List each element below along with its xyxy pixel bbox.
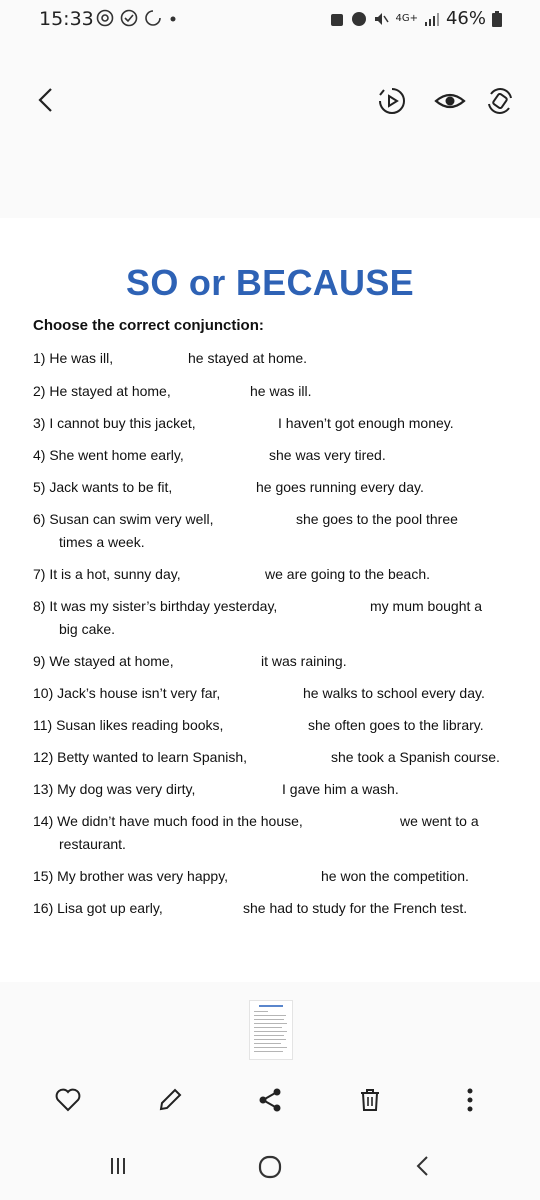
trash-icon[interactable] (354, 1084, 386, 1116)
status-notification-icons (96, 9, 178, 27)
sentence-3-first: 3) I cannot buy this jacket, (33, 415, 196, 431)
sentence-7-first: 7) It is a hot, sunny day, (33, 566, 181, 582)
viewer-toolbar (0, 40, 540, 218)
sentence-8-first: 8) It was my sister’s birthday yesterday, (33, 598, 278, 614)
check-circle-icon (120, 9, 138, 27)
sentence-1-second: he stayed at home. (188, 350, 308, 366)
document-title: SO or BECAUSE (126, 262, 414, 303)
eye-icon[interactable] (433, 85, 467, 117)
battery-level: 46% (445, 8, 486, 29)
status-right (329, 8, 502, 29)
at-sign-icon (96, 9, 114, 27)
sentence-16-second: she had to study for the French test. (243, 900, 468, 916)
alarm-icon (329, 11, 345, 27)
pencil-icon[interactable] (154, 1084, 186, 1116)
share-icon[interactable] (254, 1084, 286, 1116)
sentence-8-continuation: big cake. (59, 621, 116, 637)
sentence-5-second: he goes running every day. (256, 479, 424, 495)
sentence-12-first: 12) Betty wanted to learn Spanish, (33, 749, 248, 765)
sentence-11-second: she often goes to the library. (308, 717, 484, 733)
sentence-2-second: he was ill. (250, 383, 312, 399)
do-not-disturb-icon (351, 11, 367, 27)
sentence-1-first: 1) He was ill, (33, 350, 114, 366)
home-icon[interactable] (255, 1152, 285, 1182)
recent-apps-icon[interactable] (104, 1152, 132, 1180)
sentence-3-second: I haven’t got enough money. (278, 415, 454, 431)
sync-icon (144, 9, 162, 27)
sentence-14-continuation: restaurant. (59, 836, 126, 852)
sentence-16-first: 16) Lisa got up early, (33, 900, 163, 916)
sentence-8-second: my mum bought a (370, 598, 483, 614)
sentence-5-first: 5) Jack wants to be fit, (33, 479, 173, 495)
more-vertical-icon[interactable] (456, 1084, 484, 1116)
thumbnail-preview[interactable] (249, 1000, 293, 1060)
sentence-10-first: 10) Jack’s house isn’t very far, (33, 685, 221, 701)
sentence-14-second: we went to a (400, 813, 479, 829)
status-bar (0, 0, 540, 40)
sentence-4-first: 4) She went home early, (33, 447, 184, 463)
sentence-13-second: I gave him a wash. (282, 781, 399, 797)
document-instruction: Choose the correct conjunction: (33, 317, 264, 334)
sentence-2-first: 2) He stayed at home, (33, 383, 171, 399)
auto-rotate-icon[interactable] (484, 85, 516, 117)
status-time: 15:33 (39, 8, 94, 30)
chevron-left-icon[interactable] (30, 85, 60, 115)
mute-icon (373, 11, 389, 27)
heart-icon[interactable] (52, 1084, 84, 1116)
network-type: 4G+ (395, 12, 418, 24)
sentence-9-first: 9) We stayed at home, (33, 653, 174, 669)
sentence-11-first: 11) Susan likes reading books, (33, 717, 224, 733)
nav-back-icon[interactable] (408, 1152, 436, 1180)
sentence-15-second: he won the competition. (321, 868, 469, 884)
sentence-7-second: we are going to the beach. (265, 566, 431, 582)
sentence-15-first: 15) My brother was very happy, (33, 868, 229, 884)
remaster-icon[interactable] (376, 85, 408, 117)
sentence-12-second: she took a Spanish course. (331, 749, 500, 765)
sentence-10-second: he walks to school every day. (303, 685, 485, 701)
sentence-6-continuation: times a week. (59, 534, 145, 550)
sentence-6-first: 6) Susan can swim very well, (33, 511, 214, 527)
sentence-4-second: she was very tired. (269, 447, 386, 463)
sentence-9-second: it was raining. (261, 653, 347, 669)
sentence-14-first: 14) We didn’t have much food in the house, (33, 813, 303, 829)
sentence-6-second: she goes to the pool three (296, 511, 458, 527)
sentence-13-first: 13) My dog was very dirty, (33, 781, 196, 797)
signal-icon (424, 11, 440, 27)
dot-icon (168, 9, 178, 27)
battery-icon (492, 11, 502, 27)
